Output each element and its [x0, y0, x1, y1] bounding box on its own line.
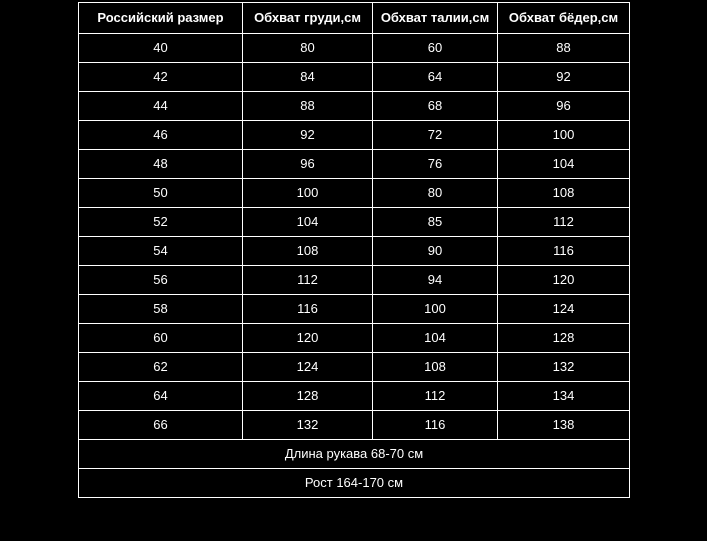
cell-chest: 88: [243, 92, 373, 121]
table-header: [79, 3, 630, 34]
cell-waist: 90: [373, 237, 498, 266]
table-header-row: [79, 3, 630, 34]
cell-size: 44: [79, 92, 243, 121]
cell-waist: 60: [373, 34, 498, 63]
column-header-chest: Обхват груди,см: [243, 3, 373, 34]
table-body: [79, 34, 630, 498]
cell-waist: 85: [373, 208, 498, 237]
cell-chest: 120: [243, 324, 373, 353]
table-row: [79, 208, 630, 237]
cell-chest: 132: [243, 411, 373, 440]
cell-chest: 96: [243, 150, 373, 179]
cell-hips: 132: [498, 353, 630, 382]
cell-waist: 112: [373, 382, 498, 411]
cell-chest: 84: [243, 63, 373, 92]
table-footer-row-height: [79, 469, 630, 498]
cell-chest: 92: [243, 121, 373, 150]
table-row: [79, 92, 630, 121]
size-chart-table: [78, 2, 630, 498]
table-row: [79, 150, 630, 179]
table-row: [79, 324, 630, 353]
column-header-waist: Обхват талии,см: [373, 3, 498, 34]
cell-hips: 92: [498, 63, 630, 92]
table-row: [79, 63, 630, 92]
cell-waist: 116: [373, 411, 498, 440]
cell-hips: 104: [498, 150, 630, 179]
column-header-russian-size: Российский размер: [79, 3, 243, 34]
table-row: [79, 353, 630, 382]
cell-waist: 64: [373, 63, 498, 92]
cell-size: 64: [79, 382, 243, 411]
cell-hips: 138: [498, 411, 630, 440]
table-row: [79, 179, 630, 208]
height-note: Рост 164-170 см: [79, 469, 630, 498]
cell-waist: 80: [373, 179, 498, 208]
cell-waist: 104: [373, 324, 498, 353]
cell-waist: 68: [373, 92, 498, 121]
cell-size: 48: [79, 150, 243, 179]
cell-size: 58: [79, 295, 243, 324]
cell-size: 42: [79, 63, 243, 92]
sleeve-length-note: Длина рукава 68-70 см: [79, 440, 630, 469]
cell-chest: 116: [243, 295, 373, 324]
table-row: [79, 382, 630, 411]
cell-hips: 96: [498, 92, 630, 121]
cell-chest: 100: [243, 179, 373, 208]
cell-hips: 120: [498, 266, 630, 295]
table-row: [79, 411, 630, 440]
size-chart-container: [78, 2, 629, 498]
cell-waist: 76: [373, 150, 498, 179]
cell-size: 66: [79, 411, 243, 440]
cell-hips: 116: [498, 237, 630, 266]
cell-waist: 100: [373, 295, 498, 324]
table-footer-row-sleeve: [79, 440, 630, 469]
cell-hips: 124: [498, 295, 630, 324]
cell-waist: 108: [373, 353, 498, 382]
cell-size: 52: [79, 208, 243, 237]
cell-hips: 100: [498, 121, 630, 150]
cell-chest: 104: [243, 208, 373, 237]
cell-hips: 88: [498, 34, 630, 63]
cell-size: 50: [79, 179, 243, 208]
cell-chest: 108: [243, 237, 373, 266]
cell-hips: 108: [498, 179, 630, 208]
cell-size: 60: [79, 324, 243, 353]
cell-size: 56: [79, 266, 243, 295]
table-row: [79, 121, 630, 150]
cell-chest: 80: [243, 34, 373, 63]
cell-size: 62: [79, 353, 243, 382]
cell-size: 40: [79, 34, 243, 63]
cell-waist: 94: [373, 266, 498, 295]
table-row: [79, 295, 630, 324]
cell-hips: 128: [498, 324, 630, 353]
column-header-hips: Обхват бёдер,см: [498, 3, 630, 34]
cell-chest: 124: [243, 353, 373, 382]
cell-hips: 112: [498, 208, 630, 237]
cell-waist: 72: [373, 121, 498, 150]
table-row: [79, 266, 630, 295]
table-row: [79, 237, 630, 266]
cell-chest: 112: [243, 266, 373, 295]
cell-size: 46: [79, 121, 243, 150]
cell-size: 54: [79, 237, 243, 266]
cell-hips: 134: [498, 382, 630, 411]
table-row: [79, 34, 630, 63]
cell-chest: 128: [243, 382, 373, 411]
